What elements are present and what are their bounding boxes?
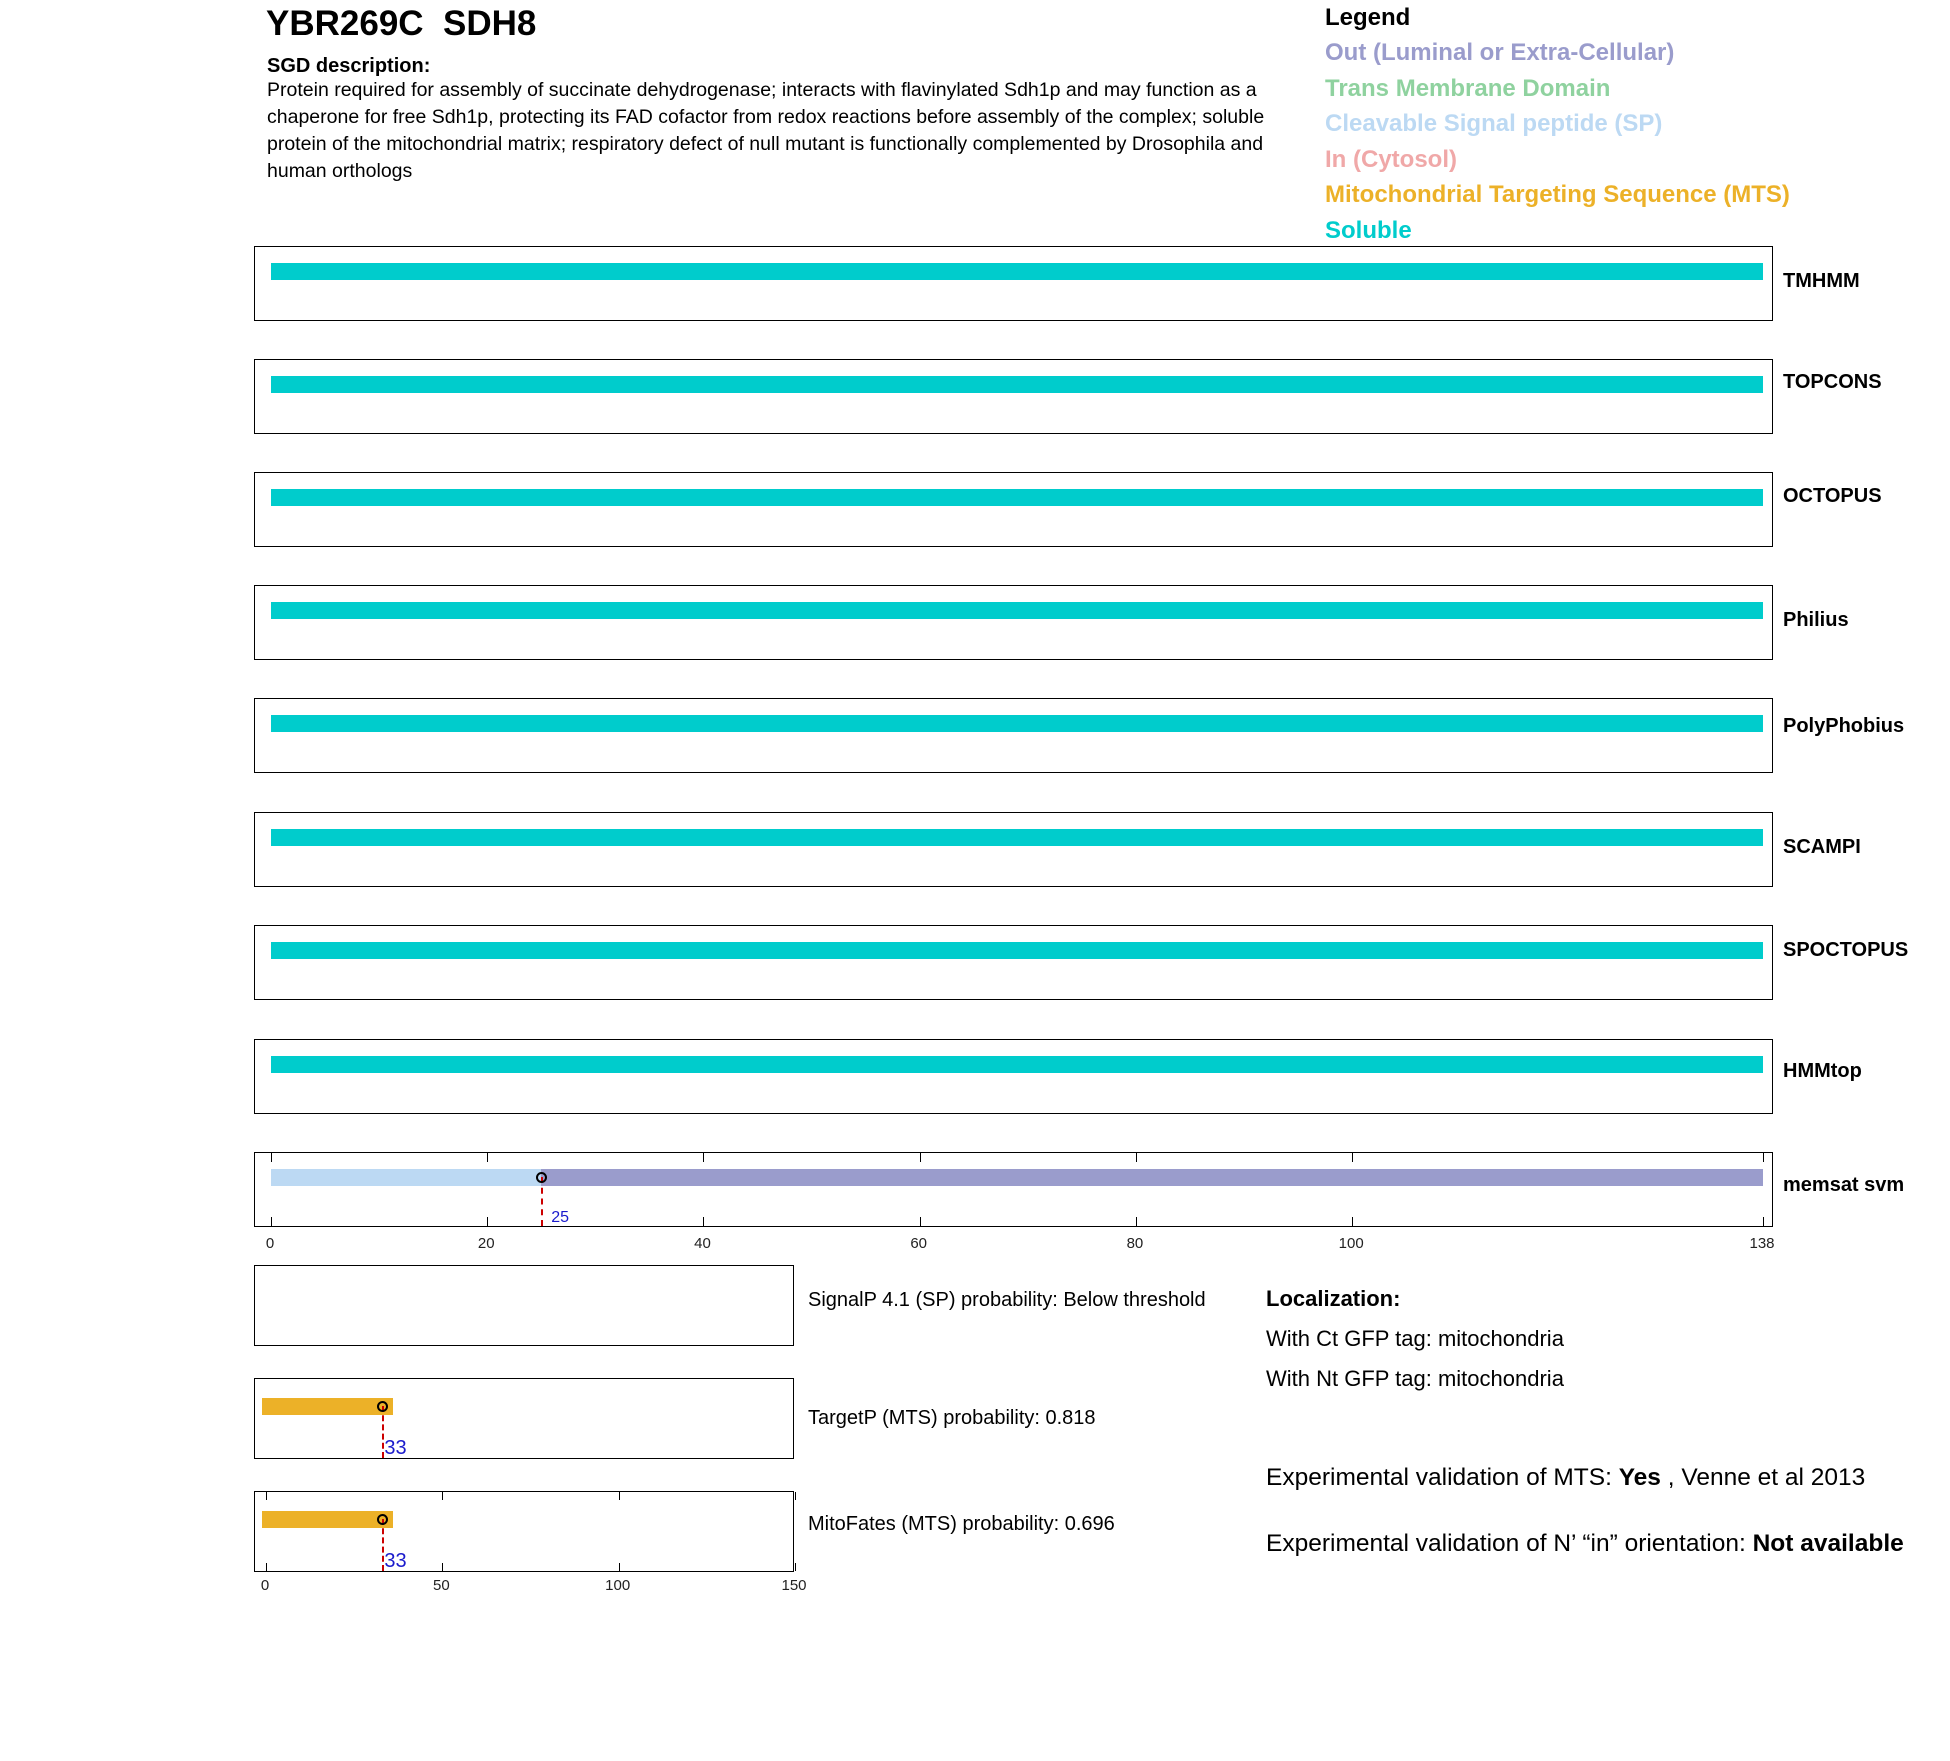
orientation-validation-label: Experimental validation of N’ “in” orientation:	[1266, 1530, 1753, 1557]
orientation-validation-value: Not available	[1752, 1530, 1904, 1557]
tool-label: PolyPhobius	[1783, 715, 1905, 737]
tool-label: TOPCONS	[1783, 371, 1882, 393]
axis-tick	[266, 1492, 267, 1500]
axis-tick-label: 138	[1749, 1235, 1775, 1252]
axis-tick-label: 100	[1338, 1235, 1364, 1252]
mts-validation-label: Experimental validation of MTS:	[1266, 1464, 1619, 1491]
mts-validation	[1266, 1461, 1906, 1494]
axis-tick-label: 40	[694, 1235, 711, 1252]
axis-tick	[795, 1492, 796, 1500]
cleavage-site-line	[541, 1177, 543, 1226]
axis-tick	[920, 1153, 921, 1162]
tool-label: SPOCTOPUS	[1783, 939, 1909, 961]
axis-tick	[487, 1217, 488, 1226]
segment-bar	[271, 1056, 1763, 1073]
axis-tick	[1352, 1217, 1353, 1226]
segment-bar	[271, 376, 1763, 393]
track-scampi	[254, 812, 1773, 887]
axis-tick	[1763, 1217, 1764, 1226]
gene-name: SDH8	[443, 4, 537, 43]
axis-tick	[442, 1563, 443, 1571]
legend-item: Soluble	[1325, 216, 1412, 244]
axis-tick	[920, 1217, 921, 1226]
localization-nt-gfp: With Nt GFP tag: mitochondria	[1266, 1366, 1564, 1391]
axis-tick	[619, 1492, 620, 1500]
axis-tick	[266, 1563, 267, 1571]
gene-id: YBR269C	[266, 4, 424, 43]
localization-heading: Localization:	[1266, 1286, 1401, 1311]
axis-tick-label: 20	[477, 1235, 495, 1252]
track-memsat-svm	[254, 1152, 1773, 1227]
axis-tick	[271, 1217, 272, 1226]
description-heading: SGD description:	[267, 55, 431, 77]
mts-segment-bar	[262, 1511, 392, 1528]
prediction-label: TargetP (MTS) probability: 0.818	[808, 1407, 1096, 1429]
localization-ct-gfp: With Ct GFP tag: mitochondria	[1266, 1326, 1564, 1351]
axis-tick-label: 100	[605, 1577, 631, 1594]
axis-tick	[703, 1153, 704, 1162]
legend-item: Trans Membrane Domain	[1325, 74, 1611, 102]
legend-title: Legend	[1325, 4, 1411, 31]
orientation-validation	[1266, 1527, 1906, 1560]
gene-title	[266, 4, 536, 44]
axis-tick	[1352, 1153, 1353, 1162]
tool-label: OCTOPUS	[1783, 485, 1882, 507]
segment-bar	[541, 1169, 1763, 1186]
axis-tick	[703, 1217, 704, 1226]
track-octopus	[254, 472, 1773, 547]
tool-label: TMHMM	[1783, 270, 1860, 292]
mts-validation-source: , Venne et al 2013	[1660, 1464, 1866, 1491]
description-text: Protein required for assembly of succinate dehydrogenase; interacts with flavinylated Sdh1p and may function as a chaperone for free Sdh1p, protecting its FAD cofactor from redox reactions before assembly of the complex; soluble protein of the mitochondrial matrix; respiratory defect of null mutant is functionally complemented by Drosophila and human orthologs	[267, 79, 1265, 182]
track-hmmtop	[254, 1039, 1773, 1114]
track-philius	[254, 585, 1773, 660]
tool-label: Philius	[1783, 609, 1849, 631]
segment-bar	[271, 602, 1763, 619]
prediction-track	[254, 1265, 794, 1346]
cleavage-site-number: 33	[384, 1437, 407, 1459]
segment-bar	[271, 1169, 541, 1186]
axis-tick	[795, 1563, 796, 1571]
axis-tick	[1136, 1153, 1137, 1162]
prediction-label: MitoFates (MTS) probability: 0.696	[808, 1513, 1115, 1535]
prediction-label: SignalP 4.1 (SP) probability: Below threshold	[808, 1289, 1206, 1311]
cleavage-site-number: 25	[551, 1209, 570, 1226]
cleavage-site-number: 33	[384, 1550, 407, 1572]
axis-tick-label: 80	[1126, 1235, 1144, 1252]
axis-tick-label: 50	[432, 1577, 450, 1594]
segment-bar	[271, 715, 1763, 732]
tool-label: memsat svm	[1783, 1174, 1905, 1196]
segment-bar	[271, 829, 1763, 846]
legend-item: Out (Luminal or Extra-Cellular)	[1325, 39, 1675, 66]
prediction-track	[254, 1378, 794, 1459]
axis-tick-label: 150	[781, 1577, 807, 1594]
segment-bar	[271, 263, 1763, 280]
track-tmhmm	[254, 246, 1773, 321]
legend-item: Cleavable Signal peptide (SP)	[1325, 110, 1663, 137]
axis-tick-label: 60	[910, 1235, 928, 1252]
tool-label: HMMtop	[1783, 1060, 1862, 1082]
tool-label: SCAMPI	[1783, 836, 1861, 858]
axis-tick	[1763, 1153, 1764, 1162]
track-topcons	[254, 359, 1773, 434]
prediction-track	[254, 1491, 794, 1572]
axis-tick	[271, 1153, 272, 1162]
track-polyphobius	[254, 698, 1773, 773]
segment-bar	[271, 489, 1763, 506]
axis-tick-label: 0	[260, 1577, 270, 1594]
mts-segment-bar	[262, 1398, 392, 1415]
track-spoctopus	[254, 925, 1773, 1000]
legend-item: Mitochondrial Targeting Sequence (MTS)	[1325, 181, 1790, 208]
axis-tick	[487, 1153, 488, 1162]
segment-bar	[271, 942, 1763, 959]
axis-tick-label: 0	[265, 1235, 275, 1252]
legend-item: In (Cytosol)	[1325, 145, 1457, 173]
mts-validation-value: Yes	[1618, 1464, 1661, 1491]
axis-tick	[1136, 1217, 1137, 1226]
axis-tick	[442, 1492, 443, 1500]
axis-tick	[619, 1563, 620, 1571]
